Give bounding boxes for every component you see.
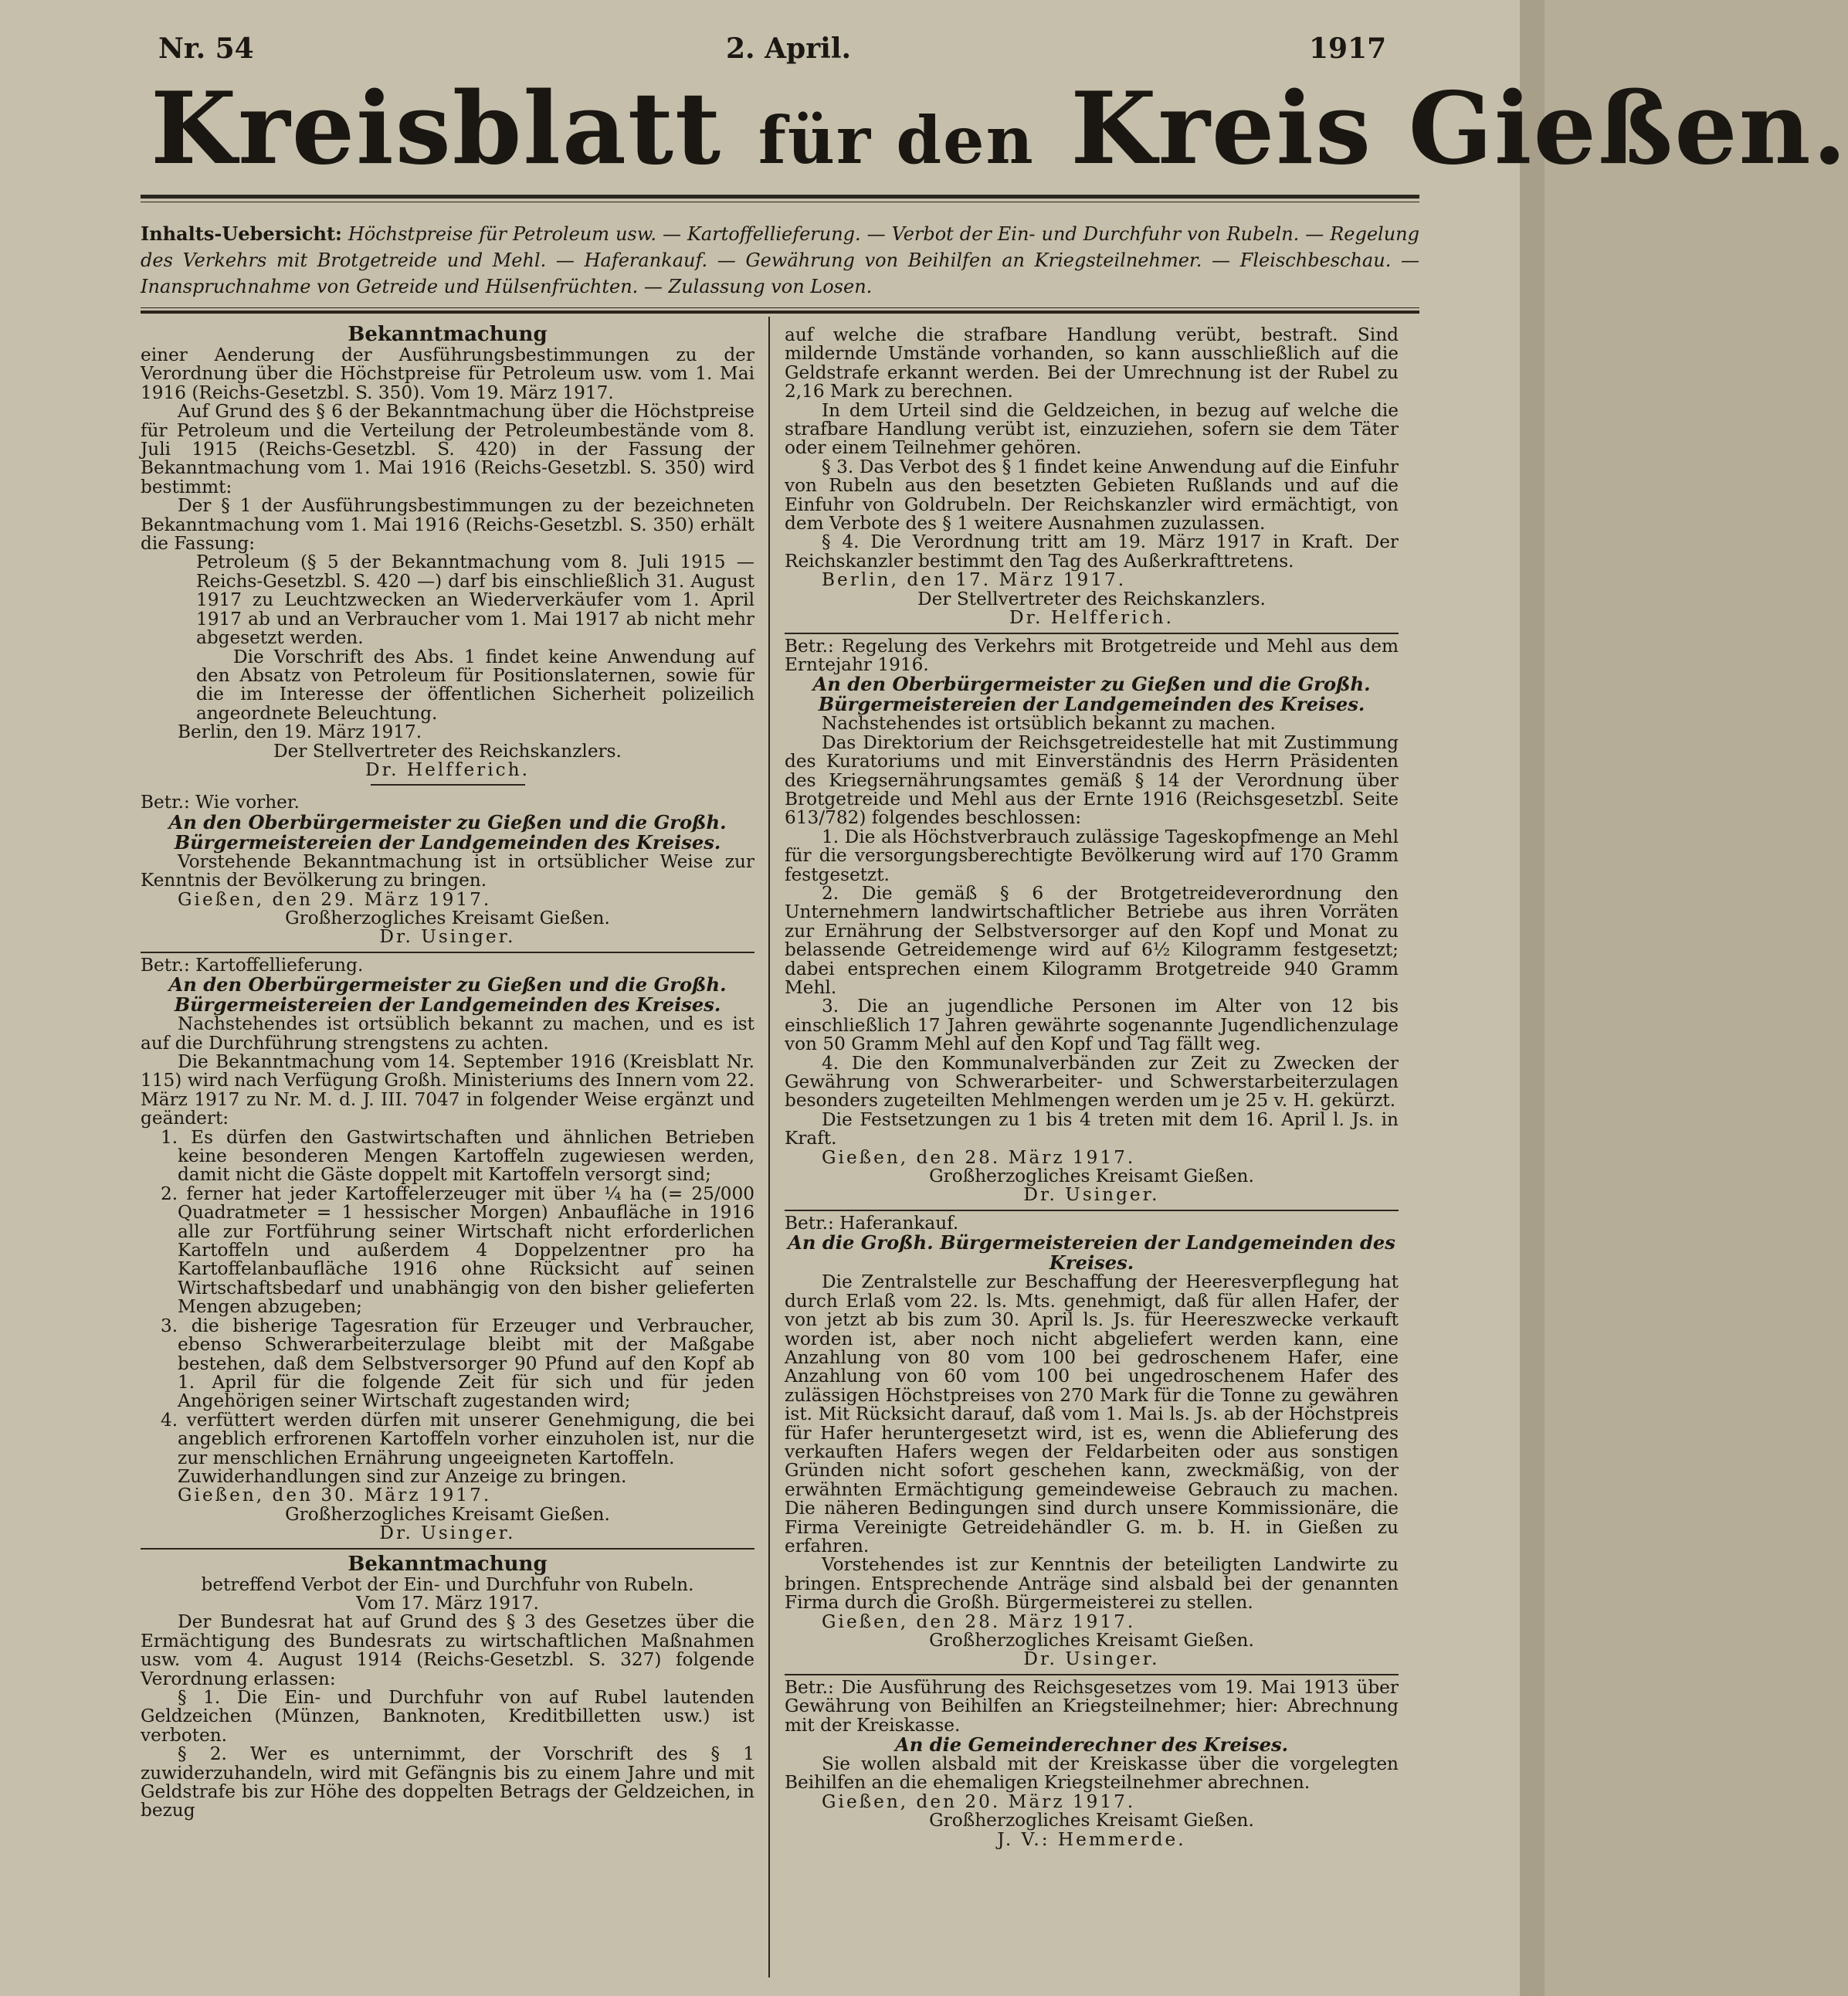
list-item: 4. verfüttert werden dürfen mit unserer Genehmigung, die bei angeblich erfrorenen Kartoffeln vorher einzuholen ist, nur die zur menschlichen Ernährung ungeeigneten Kartoffeln. <box>161 1409 754 1468</box>
separator <box>785 633 1399 634</box>
signature-office: Großherzogliches Kreisamt Gießen. <box>929 1810 1254 1831</box>
quoted-paragraph: Petroleum (§ 5 der Bekanntmachung vom 8. Juli 1915 — Reichs-Gesetzbl. S. 420 —) darf bis einschließlich 31. August 1917 zu Leuchtzwecken an Wiederverkäufer vom 1. April 1917 ab und an Verbraucher vom 1. Mai 1917 ab nicht mehr abgesetzt werden. <box>196 552 754 649</box>
paragraph: Das Direktorium der Reichsgetreidestelle hat mit Zustimmung des Kuratoriums und mit Einverständnis des Herrn Präsidenten des Kriegsernährungsamtes gemäß § 14 der Verordnung über Brotgetreide und Mehl aus der Ernte 1916 (Reichsgesetzbl. Seite 613/782) folgendes beschlossen: <box>785 732 1399 829</box>
addressee: An den Oberbürgermeister zu Gießen und die Großh. Bürgermeistereien der Landgemeinden des Kreises. <box>812 673 1371 716</box>
paragraph: § 1. Die Ein- und Durchfuhr von auf Rubel lautenden Geldzeichen (Münzen, Banknoten, Kreditbilletten usw.) ist verboten. <box>141 1687 754 1746</box>
paragraph: Die Festsetzungen zu 1 bis 4 treten mit dem 16. April l. Js. in Kraft. <box>785 1108 1399 1149</box>
paragraph: Vorstehende Bekanntmachung ist in ortsüblicher Weise zur Kenntnis der Bevölkerung zu bringen. <box>141 850 754 891</box>
paragraph: § 4. Die Verordnung tritt am 19. März 1917 in Kraft. Der Reichskanzler bestimmt den Tag des Außerkrafttretens. <box>785 531 1399 572</box>
list-item: 1. Es dürfen den Gastwirtschaften und ähnlichen Betrieben keine besonderen Mengen Kartoffeln zugewiesen werden, damit nicht die Gäste doppelt mit Kartoffeln versorgt sind; <box>161 1126 754 1186</box>
signature-name: Dr. Usinger. <box>379 1522 516 1544</box>
page-edge <box>1520 0 1545 1996</box>
separator <box>371 784 525 786</box>
article-rubles <box>141 1553 754 1821</box>
betreff-line: Betr.: Kartoffellieferung. <box>141 954 364 976</box>
contents-label: Inhalts-Uebersicht: <box>141 222 342 245</box>
signature-office: Der Stellvertreter des Reichskanzlers. <box>917 588 1266 609</box>
paragraph: Auf Grund des § 6 der Bekanntmachung über die Höchstpreise für Petroleum und die Verteilung der Petroleumbestände vom 8. Juli 1915 (Reichs-Gesetzbl. S. 420) in der Fassung der Bekanntmachung vom 1. Mai 1916 (Reichs-Gesetzbl. S. 350) wird bestimmt: <box>141 401 754 497</box>
masthead-title <box>151 71 1848 187</box>
signature-office: Der Stellvertreter des Reichskanzlers. <box>273 740 622 762</box>
contents-rule <box>141 311 1419 314</box>
article-potato-delivery <box>141 956 754 1550</box>
paragraph: § 3. Das Verbot des § 1 findet keine Anwendung auf die Einfuhr von Rubeln aus den besetzten Gebieten Rußlands und auf die Einfuhr von Goldrubeln. Der Reichskanzler wird ermächtigt, von dem Verbote des § 1 weitere Ausnahmen zuzulassen. <box>785 456 1399 535</box>
signature-office: Großherzogliches Kreisamt Gießen. <box>929 1166 1254 1187</box>
issue-number: Nr. 54 <box>158 32 254 65</box>
betreff-line: Betr.: Die Ausführung des Reichsgesetzes vom 19. Mai 1913 über Gewährung von Beihilfen an Kriegsteilnehmer; hier: Abrechnung mit der Kreiskasse. <box>785 1676 1399 1736</box>
article-subtitle: einer Aenderung der Ausführungsbestimmungen zu der Verordnung über die Höchstpreise für Petroleum usw. vom 1. Mai 1916 (Reichs-Gesetzbl. S. 350). Vom 19. März 1917. <box>141 345 754 403</box>
paragraph: Nachstehendes ist ortsüblich bekannt zu machen, und es ist auf die Durchführung strengstens zu achten. <box>141 1013 754 1054</box>
article-oats-purchase <box>785 1214 1399 1675</box>
addressee: An den Oberbürgermeister zu Gießen und die Großh. Bürgermeistereien der Landgemeinden des Kreises. <box>168 810 727 854</box>
article-war-veterans-aid <box>785 1676 1399 1850</box>
list-item: 3. Die an jugendliche Personen im Alter von 12 bis einschließlich 17 Jahren gewährte sogenannte Jugendlichenzulage von 50 Gramm Mehl auf den Kopf und Tag fällt weg. <box>785 996 1399 1055</box>
paragraph: Zuwiderhandlungen sind zur Anzeige zu bringen. <box>178 1465 627 1487</box>
paragraph: Der Bundesrat hat auf Grund des § 3 des Gesetzes über die Ermächtigung des Bundesrats zu wirtschaftlichen Maßnahmen usw. vom 4. August 1914 (Reichs-Gesetzbl. S. 327) folgende Verordnung erlassen: <box>141 1611 754 1689</box>
place-date: Berlin, den 19. März 1917. <box>178 721 422 743</box>
article-title: Bekanntmachung <box>348 1552 548 1576</box>
contents-text: Höchstpreise für Petroleum usw. — Kartoffellieferung. — Verbot der Ein- und Durchfuhr von Rubeln. — Regelung des Verkehrs mit Brotgetreide und Mehl. — Haferankauf. — Gewährung von Beihilfen an Kriegsteilnehmer. — Fleischbeschau. — Inanspruchnahme von Getreide und Hülsenfrüchten. — Zulassung von Losen. <box>141 223 1420 297</box>
addressee: An den Oberbürgermeister zu Gießen und die Großh. Bürgermeistereien der Landgemeinden des Kreises. <box>168 973 727 1017</box>
betreff-line: Betr.: Wie vorher. <box>141 792 300 813</box>
paragraph: Die Zentralstelle zur Beschaffung der Heeresverpflegung hat durch Erlaß vom 22. ls. Mts. genehmigt, daß für allen Hafer, der von jetzt ab bis zum 30. April ls. Js. für Heereszwecke verkauft worden ist, aber noch nicht abgeliefert werden kann, eine Anzahlung von 80 vom 100 bei gedroschenem Hafer, eine Anzahlung von 60 vom 100 bei ungedroschenem Hafer des zulässigen Höchstpreises von 270 Mark für die Tonne zu gewähren ist. Mit Rücksicht darauf, daß vom 1. Mai ls. Js. ab der Höchstpreis für Hafer heruntergesetzt wird, ist es, wenn die Ablieferung des verkauften Hafers wegen der Feldarbeiten oder aus sonstigen Gründen nicht sofort geschehen kann, zweckmäßig, von der erwähnten Ermächtigung gemeindeweise Gebrauch zu machen. Die näheren Bedingungen sind durch unsere Kommissionäre, die Firma Vereinigte Getreidehändler G. m. b. H. in Gießen zu erfahren. <box>785 1271 1399 1556</box>
masthead-word-3: Kreis Gießen. <box>1070 71 1848 187</box>
contents-overview <box>141 221 1419 303</box>
masthead-word-1: Kreisblatt <box>151 71 723 187</box>
paragraph: In dem Urteil sind die Geldzeichen, in bezug auf welche die strafbare Handlung verübt ist, einzuziehen, sofern sie dem Täter oder einem Teilnehmer gehören. <box>785 399 1399 459</box>
signature-name: Dr. Usinger. <box>379 926 516 948</box>
place-date: Gießen, den 30. März 1917. <box>178 1485 492 1506</box>
signature-office: Großherzogliches Kreisamt Gießen. <box>285 907 610 928</box>
article-date: Vom 17. März 1917. <box>356 1592 539 1614</box>
list-item: 1. Die als Höchstverbrauch zulässige Tageskopfmenge an Mehl für die versorgungsberechtigte Bevölkerung wird auf 170 Gramm festgesetzt. <box>785 826 1399 885</box>
signature-name: Dr. Helfferich. <box>1009 607 1174 629</box>
left-column <box>141 323 754 1984</box>
betreff-line: Betr.: Regelung des Verkehrs mit Brotgetreide und Mehl aus dem Erntejahr 1916. <box>785 635 1399 675</box>
paragraph: Vorstehendes ist zur Kenntnis der beteiligten Landwirte zu bringen. Entsprechende Anträge sind alsbald bei der genannten Firma durch die Großh. Bürgermeisterei zu stellen. <box>785 1554 1399 1614</box>
article-bread-grain <box>785 637 1399 1211</box>
paragraph: § 2. Wer es unternimmt, der Vorschrift des § 1 zuwiderzuhandeln, wird mit Gefängnis bis zu einem Jahre und mit Geldstrafe bis zur Höhe des doppelten Betrags der Geldzeichen, in bezug <box>141 1743 754 1821</box>
masthead-word-2: für den <box>758 102 1035 178</box>
separator <box>141 952 754 953</box>
list-item: 2. Die gemäß § 6 der Brotgetreideverordnung den Unternehmern landwirtschaftlicher Betriebe aus ihren Vorräten zur Ernährung der Selbstversorger auf den Kopf und Monat zu belassende Getreidemenge wird auf 6½ Kilogramm festgesetzt; dabei entsprechen einem Kilogramm Brotgetreide 940 Gramm Mehl. <box>785 882 1399 998</box>
right-column <box>785 326 1399 1987</box>
place-date: Gießen, den 28. März 1917. <box>822 1611 1136 1632</box>
issue-year: 1917 <box>1309 32 1387 65</box>
paragraph: Nachstehendes ist ortsüblich bekannt zu machen. <box>822 713 1276 735</box>
article-rubles-continued <box>785 326 1399 634</box>
addressee: An die Gemeinderechner des Kreises. <box>894 1733 1289 1757</box>
masthead-rule <box>141 195 1419 199</box>
signature-office: Großherzogliches Kreisamt Gießen. <box>285 1503 610 1525</box>
signature-name: J. V.: Hemmerde. <box>997 1828 1186 1850</box>
signature-office: Großherzogliches Kreisamt Gießen. <box>929 1630 1254 1651</box>
place-date: Gießen, den 28. März 1917. <box>822 1146 1136 1168</box>
signature-name: Dr. Helfferich. <box>365 759 530 780</box>
quoted-paragraph: Die Vorschrift des Abs. 1 findet keine Anwendung auf den Absatz von Petroleum für Positionslaternen, sowie für die im Interesse der öffentlichen Sicherheit polizeilich angeordnete Beleuchtung. <box>196 646 754 724</box>
place-date: Gießen, den 29. März 1917. <box>178 888 492 910</box>
list-item: 2. ferner hat jeder Kartoffelerzeuger mit über ¼ ha (= 25/000 Quadratmeter = 1 hessischer Morgen) Anbaufläche in 1916 alle zur Fortführung seiner Wirtschaft nicht erforderlichen Kartoffeln und außerdem 4 Doppelzentner pro ha Kartoffelanbaufläche 1916 ohne Rücksicht auf seinen Wirtschaftsbedarf und unabhängig von den bisher gelieferten Mengen abzugeben; <box>161 1183 754 1318</box>
signature-name: Dr. Usinger. <box>1023 1184 1160 1206</box>
signature-name: Dr. Usinger. <box>1023 1648 1160 1670</box>
paragraph: Die Bekanntmachung vom 14. September 1916 (Kreisblatt Nr. 115) wird nach Verfügung Großh. Ministeriums des Innern vom 22. März 1917 zu Nr. M. d. J. III. 7047 in folgender Weise ergänzt und geändert: <box>141 1051 754 1129</box>
separator <box>785 1210 1399 1211</box>
paragraph: Sie wollen alsbald mit der Kreiskasse über die vorgelegten Beihilfen an die ehemaligen Kriegsteilnehmer abrechnen. <box>785 1753 1399 1794</box>
list-item: 3. die bisherige Tagesration für Erzeuger und Verbraucher, ebenso Schwerarbeiterzulage bleibt mit der Maßgabe bestehen, daß dem Selbstversorger 90 Pfund auf den Kopf ab 1. April für die folgende Zeit für sich und für jeden Angehörigen seiner Wirtschaft zugestanden wird; <box>161 1315 754 1412</box>
article-petroleum <box>141 323 754 786</box>
issue-date: 2. April. <box>726 32 852 65</box>
article-petroleum-notice <box>141 793 754 952</box>
separator <box>785 1674 1399 1675</box>
list-item: 4. Die den Kommunalverbänden zur Zeit zu Zwecken der Gewährung von Schwerarbeiter- und Schwerstarbeiterzulagen besonders zugeteilten Mehlmengen werden um je 25 v. H. gekürzt. <box>785 1052 1399 1112</box>
paragraph: auf welche die strafbare Handlung verübt, bestraft. Sind mildernde Umstände vorhanden, so kann ausschließlich auf die Geldstrafe erkannt werden. Bei der Umrechnung ist der Rubel zu 2,16 Mark zu berechnen. <box>785 324 1399 402</box>
addressee: An die Großh. Bürgermeistereien der Landgemeinden des Kreises. <box>788 1231 1395 1275</box>
column-divider <box>768 317 770 1977</box>
betreff-line: Betr.: Haferankauf. <box>785 1212 959 1234</box>
article-title: Bekanntmachung <box>348 323 548 346</box>
article-subtitle: betreffend Verbot der Ein- und Durchfuhr von Rubeln. <box>201 1573 694 1595</box>
separator <box>141 1548 754 1550</box>
place-date: Gießen, den 20. März 1917. <box>822 1791 1136 1812</box>
contents-rule-thin <box>141 307 1419 308</box>
issue-line <box>158 32 1386 66</box>
place-date: Berlin, den 17. März 1917. <box>822 569 1127 591</box>
paragraph: Der § 1 der Ausführungsbestimmungen zu der bezeichneten Bekanntmachung vom 1. Mai 1916 (Reichs-Gesetzbl. S. 350) erhält die Fassung: <box>141 495 754 555</box>
